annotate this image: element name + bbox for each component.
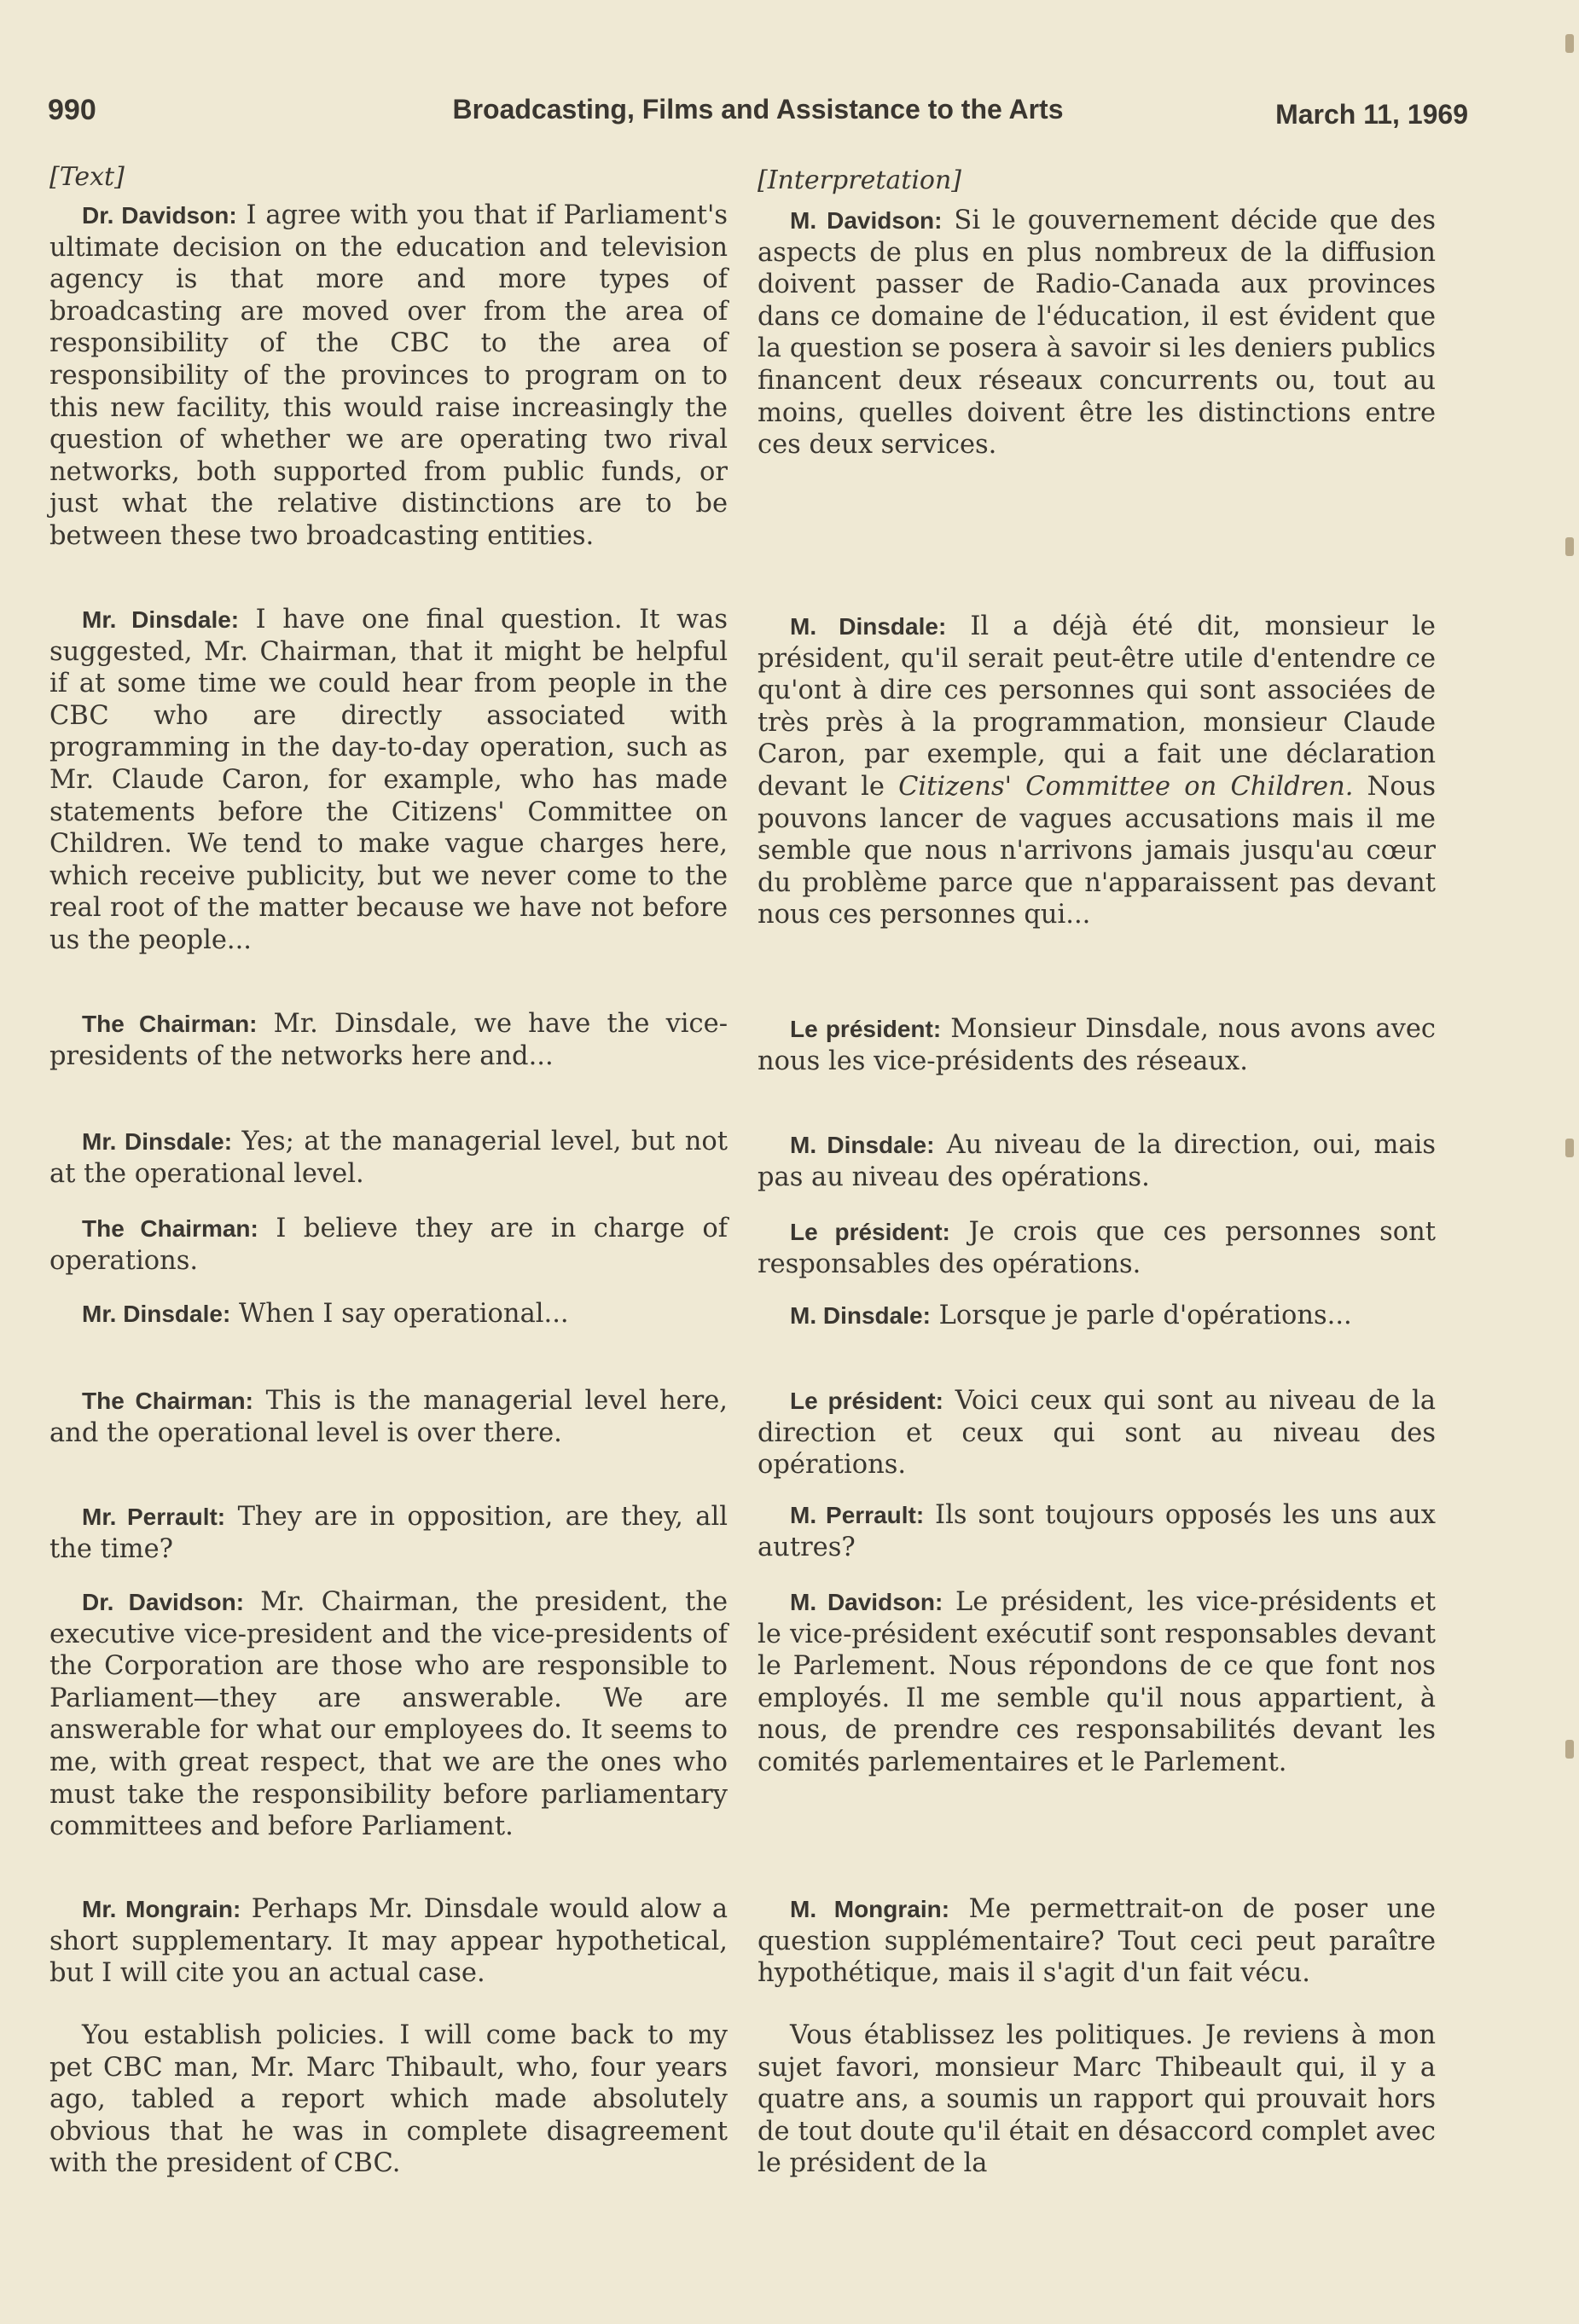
- speech-paragraph: The Chairman: Mr. Dinsdale, we have the vice-presidents of the networks here and...: [49, 1009, 728, 1071]
- speech-paragraph: Le président: Je crois que ces personnes sont responsables des opérations.: [758, 1217, 1436, 1279]
- speech-paragraph: Mr. Perrault: They are in opposition, are they, all the time?: [49, 1502, 728, 1564]
- english-column: [49, 162, 729, 2179]
- text-tag: [Text]: [49, 162, 125, 192]
- speech-paragraph: M. Dinsdale: Il a déjà été dit, monsieur le président, qu'il serait peut-être utile d'entendre ce qu'ont à dire ces personnes qui sont associées de très près à la programmation, monsieur Claude Caron, par exemple, qui a fait une déclaration devant le Citizens' Committee on Children. Nous pouvons lancer de vagues accusations mais il me semble que nous n'arrivons jamais jusqu'au cœur du problème parce que n'apparaissent pas devant nous ces personnes qui...: [758, 611, 1436, 930]
- speech-paragraph: Le président: Monsieur Dinsdale, nous avons avec nous les vice-présidents des réseaux.: [758, 1014, 1436, 1076]
- page-number: 990: [48, 94, 96, 126]
- page-edge-mark: [1565, 1139, 1574, 1157]
- page-edge-mark: [1565, 1740, 1574, 1759]
- speech-paragraph: Dr. Davidson: I agree with you that if Parliament's ultimate decision on the education and television agency is that more and more types of broadcasting are moved over from the area of responsibility of the CBC to the area of responsibility of the provinces to program on to this new facility, this would raise increasingly the question of whether we are operating two rival networks, both supported from public funds, or just what the relative distinctions are to be between these two broadcasting entities.: [49, 200, 729, 551]
- header-date: March 11, 1969: [1275, 99, 1468, 130]
- speech-paragraph: M. Dinsdale: Lorsque je parle d'opérations...: [790, 1301, 1352, 1330]
- running-header: [48, 94, 1468, 136]
- speech-paragraph: You establish policies. I will come back to my pet CBC man, Mr. Marc Thibault, who, four years ago, tabled a report which made absolutely obvious that he was in complete disagreement with the president of CBC.: [49, 2020, 728, 2179]
- speech-paragraph: M. Davidson: Si le gouvernement décide que des aspects de plus en plus nombreux de la diffusion doivent passer de Radio-Canada aux provinces dans ce domaine de l'éducation, il est évident que la question se posera à savoir si les deniers publics financent deux réseaux concurrents ou, tout au moins, quelles doivent être les distinctions entre ces deux services.: [758, 206, 1436, 461]
- speech-paragraph: Le président: Voici ceux qui sont au niveau de la direction et ceux qui sont au niveau des opérations.: [758, 1386, 1436, 1481]
- page-edge-mark: [1565, 537, 1574, 556]
- speech-paragraph: M. Perrault: Ils sont toujours opposés les uns aux autres?: [758, 1500, 1436, 1562]
- speech-paragraph: M. Dinsdale: Au niveau de la direction, oui, mais pas au niveau des opérations.: [758, 1130, 1436, 1192]
- speech-paragraph: Dr. Davidson: Mr. Chairman, the president, the executive vice-president and the vice-presidents of the Corporation are those who are responsible to Parliament—they are answerable. We are answerable for what our employees do. It seems to me, with great respect, that we are the ones who must take the responsibility before parliamentary committees and before Parliament.: [49, 1587, 729, 1842]
- speech-paragraph: Vous établissez les politiques. Je reviens à mon sujet favori, monsieur Marc Thibeault qui, il y a quatre ans, a soumis un rapport qui prouvait hors de tout doute qu'il était en désaccord complet avec le président de la: [758, 2020, 1436, 2179]
- page-edge-mark: [1565, 34, 1574, 53]
- running-title: Broadcasting, Films and Assistance to the Arts: [452, 94, 1064, 125]
- speech-paragraph: Mr. Dinsdale: Yes; at the managerial level, but not at the operational level.: [49, 1127, 728, 1189]
- speech-paragraph: The Chairman: This is the managerial level here, and the operational level is over there.: [49, 1386, 729, 1448]
- speech-paragraph: Mr. Dinsdale: When I say operational...: [82, 1299, 569, 1329]
- speech-paragraph: M. Davidson: Le président, les vice-présidents et le vice-président exécutif sont responsables devant le Parlement. Nous répondons de ce que font nos employés. Il me semble qu'il nous appartient, à nous, de prendre ces responsabilités devant les comités parlementaires et le Parlement.: [758, 1587, 1436, 1777]
- french-column: [758, 162, 1436, 2179]
- speech-paragraph: The Chairman: I believe they are in charge of operations.: [49, 1214, 728, 1276]
- speech-paragraph: Mr. Mongrain: Perhaps Mr. Dinsdale would alow a short supplementary. It may appear hypothetical, but I will cite you an actual case.: [49, 1894, 729, 1989]
- speech-paragraph: M. Mongrain: Me permettrait-on de poser une question supplémentaire? Tout ceci peut paraître hypothétique, mais il s'agit d'un fait vécu.: [758, 1894, 1436, 1989]
- speech-paragraph: Mr. Dinsdale: I have one final question. It was suggested, Mr. Chairman, that it might be helpful if at some time we could hear from people in the CBC who are directly associated with programming in the day-to-day operation, such as Mr. Claude Caron, for example, who has made statements before the Citizens' Committee on Children. We tend to make vague charges here, which receive publicity, but we never come to the real root of the matter because we have not before us the people...: [49, 605, 728, 955]
- interpretation-tag: [Interpretation]: [758, 165, 962, 195]
